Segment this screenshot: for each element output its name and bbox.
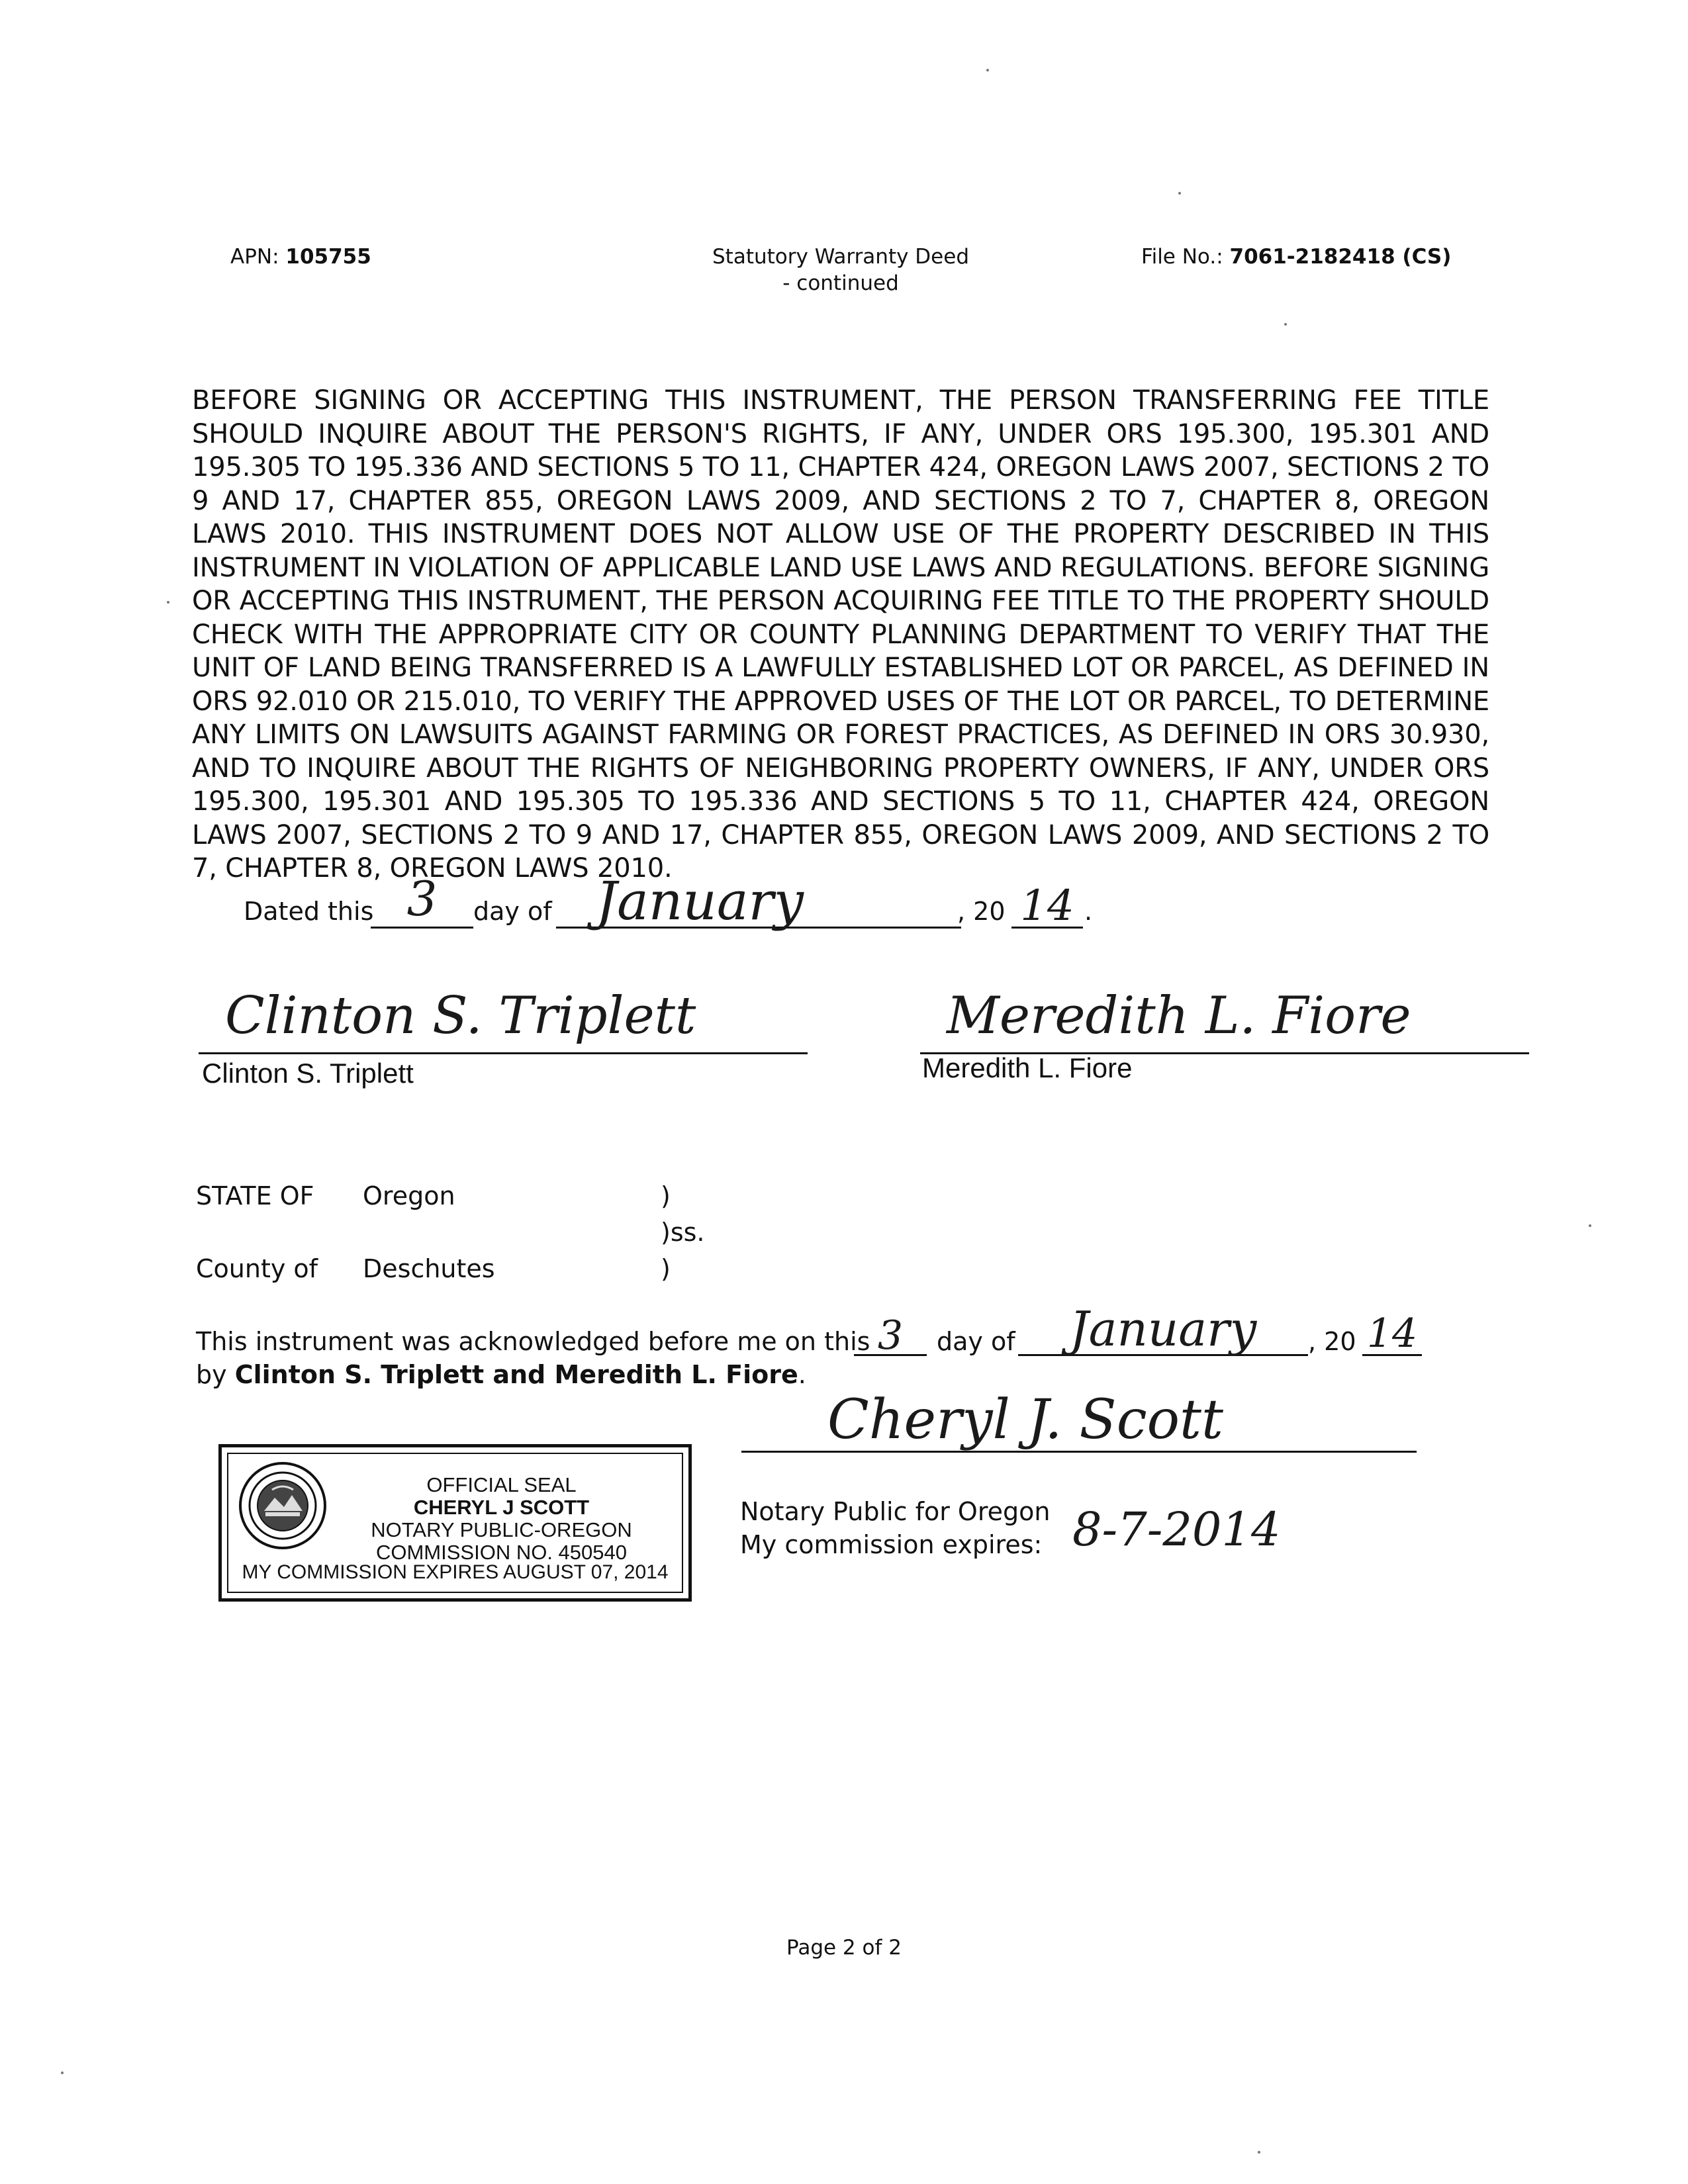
seal-line-4: COMMISSION NO. 450540 <box>375 1541 627 1564</box>
notary-title: Notary Public for Oregon <box>740 1497 1051 1526</box>
seal-line-2: CHERYL J SCOTT <box>413 1496 590 1519</box>
notary-expires-label: My commission expires: <box>740 1530 1043 1559</box>
ack-day-handwritten: 3 <box>877 1312 904 1359</box>
scan-speck <box>1589 1224 1591 1227</box>
ack-by-prefix: by <box>196 1360 227 1389</box>
file-value: 7061-2182418 (CS) <box>1229 245 1452 269</box>
notary-signature: Cheryl J. Scott <box>827 1388 1223 1451</box>
dated-year-field <box>1011 882 1083 931</box>
ack-month-field <box>1018 1301 1308 1357</box>
scan-speck <box>61 2071 64 2074</box>
ack-year-field <box>1362 1310 1422 1357</box>
right-signature-line <box>920 979 1529 1054</box>
state-value: Oregon <box>363 1181 455 1210</box>
scan-speck <box>1258 2151 1260 2154</box>
ack-year-prefix: , 20 <box>1308 1327 1356 1356</box>
ack-by-line <box>196 1360 806 1389</box>
dated-year-prefix: , 20 <box>957 897 1006 926</box>
dated-day-of: day of <box>473 897 552 926</box>
venue-paren-1: ) <box>661 1181 671 1210</box>
scan-speck <box>167 601 169 604</box>
ack-month-handwritten: January <box>1069 1301 1257 1357</box>
dated-suffix: . <box>1084 897 1093 926</box>
doc-title: Statutory Warranty Deed <box>712 245 969 269</box>
right-signer-name: Meredith L. Fiore <box>922 1052 1133 1083</box>
page-number: Page 2 of 2 <box>786 1936 902 1960</box>
right-signature: Meredith L. Fiore <box>947 986 1411 1046</box>
dated-prefix: Dated this <box>244 897 374 926</box>
notary-expires-handwritten: 8-7-2014 <box>1072 1502 1281 1557</box>
oregon-state-seal-icon <box>236 1459 329 1552</box>
file-number <box>1141 244 1451 270</box>
scan-speck <box>1284 323 1287 326</box>
county-label: County of <box>196 1254 318 1283</box>
ack-by-suffix: . <box>798 1360 806 1389</box>
apn-label: APN: <box>230 245 279 269</box>
ack-day-field <box>854 1312 927 1359</box>
dated-month-handwritten: January <box>596 870 804 932</box>
left-signature-line <box>199 979 808 1054</box>
seal-inner-border <box>227 1453 683 1593</box>
apn-value: 105755 <box>285 245 371 269</box>
notary-signature-line <box>741 1390 1417 1453</box>
seal-line-5: MY COMMISSION EXPIRES AUGUST 07, 2014 <box>242 1561 669 1583</box>
apn <box>230 244 371 270</box>
county-value: Deschutes <box>363 1254 495 1283</box>
dated-year-handwritten: 14 <box>1020 882 1074 931</box>
dated-month-field <box>556 870 961 932</box>
seal-line-1: OFFICIAL SEAL <box>426 1473 577 1496</box>
left-signature: Clinton S. Triplett <box>225 986 696 1046</box>
doc-subtitle: - continued <box>782 271 899 295</box>
scan-speck <box>986 69 989 71</box>
seal-line-3: NOTARY PUBLIC-OREGON <box>371 1518 632 1541</box>
venue-paren-2: ) <box>661 1254 671 1283</box>
document-title <box>662 244 1019 296</box>
venue-ss: )ss. <box>661 1218 705 1247</box>
state-label: STATE OF <box>196 1181 314 1210</box>
statutory-notice-paragraph: BEFORE SIGNING OR ACCEPTING THIS INSTRUMENT, THE PERSON TRANSFERRING FEE TITLE SHOULD INQUIRE ABOUT THE PERSON'S RIGHTS, IF ANY, UNDER ORS 195.300, 195.301 AND 195.305 TO 195.336 AND SECTIONS 5 TO 11, CHAPTER 424, OREGON LAWS 2007, SECTIONS 2 TO 9 AND 17, CHAPTER 855, OREGON LAWS 2009, AND SECTIONS 2 TO 7, CHAPTER 8, OREGON LAWS 2010. THIS INSTRUMENT DOES NOT ALLOW USE OF THE PROPERTY DESCRIBED IN THIS INSTRUMENT IN VIOLATION OF APPLICABLE LAND USE LAWS AND REGULATIONS. BEFORE SIGNING OR ACCEPTING THIS INSTRUMENT, THE PERSON ACQUIRING FEE TITLE TO THE PROPERTY SHOULD CHECK WITH THE APPROPRIATE CITY OR COUNTY PLANNING DEPARTMENT TO VERIFY THAT THE UNIT OF LAND BEING TRANSFERRED IS A LAWFULLY ESTABLISHED LOT OR PARCEL, AS DEFINED IN ORS 92.010 OR 215.010, TO VERIFY THE APPROVED USES OF THE LOT OR PARCEL, TO DETERMINE ANY LIMITS ON LAWSUITS AGAINST FARMING OR FOREST PRACTICES, AS DEFINED IN ORS 30.930, AND TO INQUIRE ABOUT THE RIGHTS OF NEIGHBORING PROPERTY OWNERS, IF ANY, UNDER ORS 195.300, 195.301 AND 195.305 TO 195.336 AND SECTIONS 5 TO 11, CHAPTER 424, OREGON LAWS 2007, SECTIONS 2 TO 9 AND 17, CHAPTER 855, OREGON LAWS 2009, AND SECTIONS 2 TO 7, CHAPTER 8, OREGON LAWS 2010. <box>192 385 1489 884</box>
left-signer-name: Clinton S. Triplett <box>202 1058 414 1089</box>
ack-by-names: Clinton S. Triplett and Meredith L. Fiore <box>234 1360 798 1389</box>
ack-day-of: day of <box>937 1327 1015 1356</box>
ack-prefix: This instrument was acknowledged before me on this <box>196 1327 870 1356</box>
file-label: File No.: <box>1141 245 1223 269</box>
scan-speck <box>1178 192 1181 195</box>
official-seal-box <box>218 1444 692 1602</box>
dated-day-field <box>371 871 473 929</box>
seal-text-block <box>328 1474 675 1564</box>
dated-day-handwritten: 3 <box>406 871 438 927</box>
ack-year-handwritten: 14 <box>1366 1310 1418 1357</box>
